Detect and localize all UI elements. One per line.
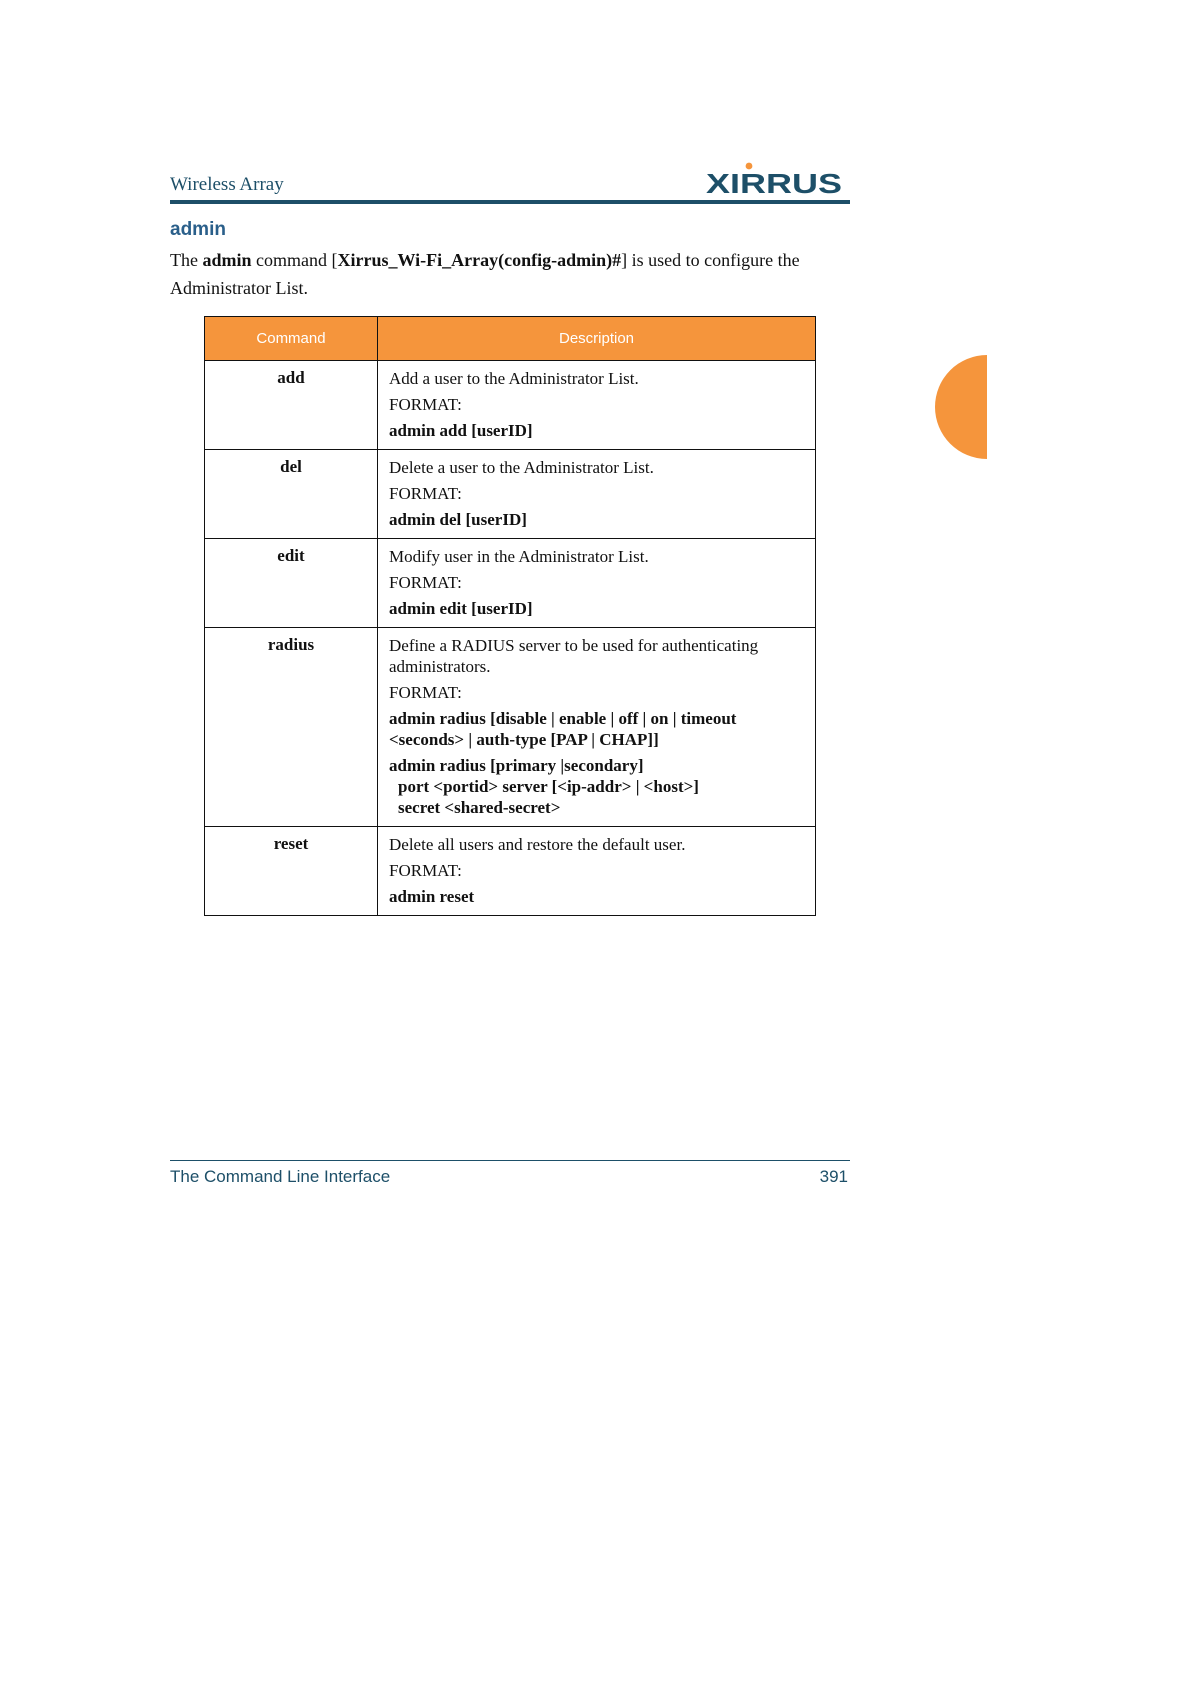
section-title: admin [170, 219, 226, 240]
column-header-command: Command [205, 317, 378, 361]
column-header-description: Description [378, 317, 816, 361]
table-row [205, 361, 816, 450]
description-text: Add a user to the Administrator List. [389, 369, 639, 388]
intro-prompt: Xirrus_Wi-Fi_Array(config-admin)# [337, 250, 622, 270]
chapter-tab-marker [935, 355, 987, 459]
format-label: FORMAT: [389, 573, 462, 592]
xirrus-logo [706, 160, 848, 200]
footer-rule [170, 1160, 850, 1161]
command-cell: add [205, 361, 378, 450]
table-row [205, 450, 816, 539]
format-label: FORMAT: [389, 484, 462, 503]
description-cell [378, 827, 816, 916]
footer-chapter-title: The Command Line Interface [170, 1167, 391, 1186]
description-text: Delete a user to the Administrator List. [389, 458, 654, 477]
format-syntax: admin add [userID] [389, 421, 533, 440]
description-cell [378, 628, 816, 827]
command-cell: radius [205, 628, 378, 827]
table-row [205, 628, 816, 827]
format-label: FORMAT: [389, 861, 462, 880]
command-cell: reset [205, 827, 378, 916]
command-table [204, 316, 816, 916]
table-row [205, 539, 816, 628]
page-number: 391 [819, 1167, 848, 1186]
command-cell: del [205, 450, 378, 539]
intro-command-name: admin [202, 250, 252, 270]
format-syntax: admin reset [389, 887, 475, 906]
format-label: FORMAT: [389, 395, 462, 414]
header-title: Wireless Array [170, 174, 284, 195]
command-cell: edit [205, 539, 378, 628]
format-syntax: admin radius [disable | enable | off | on | timeout <seconds> | auth-type [PAP | CHAP]] [389, 709, 737, 749]
description-text: Define a RADIUS server to be used for authenticating administrators. [389, 636, 759, 676]
description-cell [378, 361, 816, 450]
description-text: Modify user in the Administrator List. [389, 547, 649, 566]
intro-paragraph [170, 246, 852, 302]
format-syntax: port <portid> server [<ip-addr> | <host>] [398, 777, 699, 796]
description-cell [378, 539, 816, 628]
format-label: FORMAT: [389, 683, 462, 702]
intro-text-3: ] is used to configure the Administrator List. [170, 250, 800, 298]
format-syntax: admin radius [primary |secondary] [389, 756, 644, 775]
table-header-row [205, 317, 816, 361]
intro-text-1: The [170, 250, 203, 270]
description-text: Delete all users and restore the default user. [389, 835, 686, 854]
format-syntax: admin edit [userID] [389, 599, 533, 618]
intro-text-2: command [ [251, 250, 338, 270]
logo-text: XIRRUS [706, 168, 842, 199]
table-row [205, 827, 816, 916]
format-syntax: admin del [userID] [389, 510, 527, 529]
format-syntax: secret <shared-secret> [398, 798, 561, 817]
description-cell [378, 450, 816, 539]
header-rule [170, 200, 850, 204]
